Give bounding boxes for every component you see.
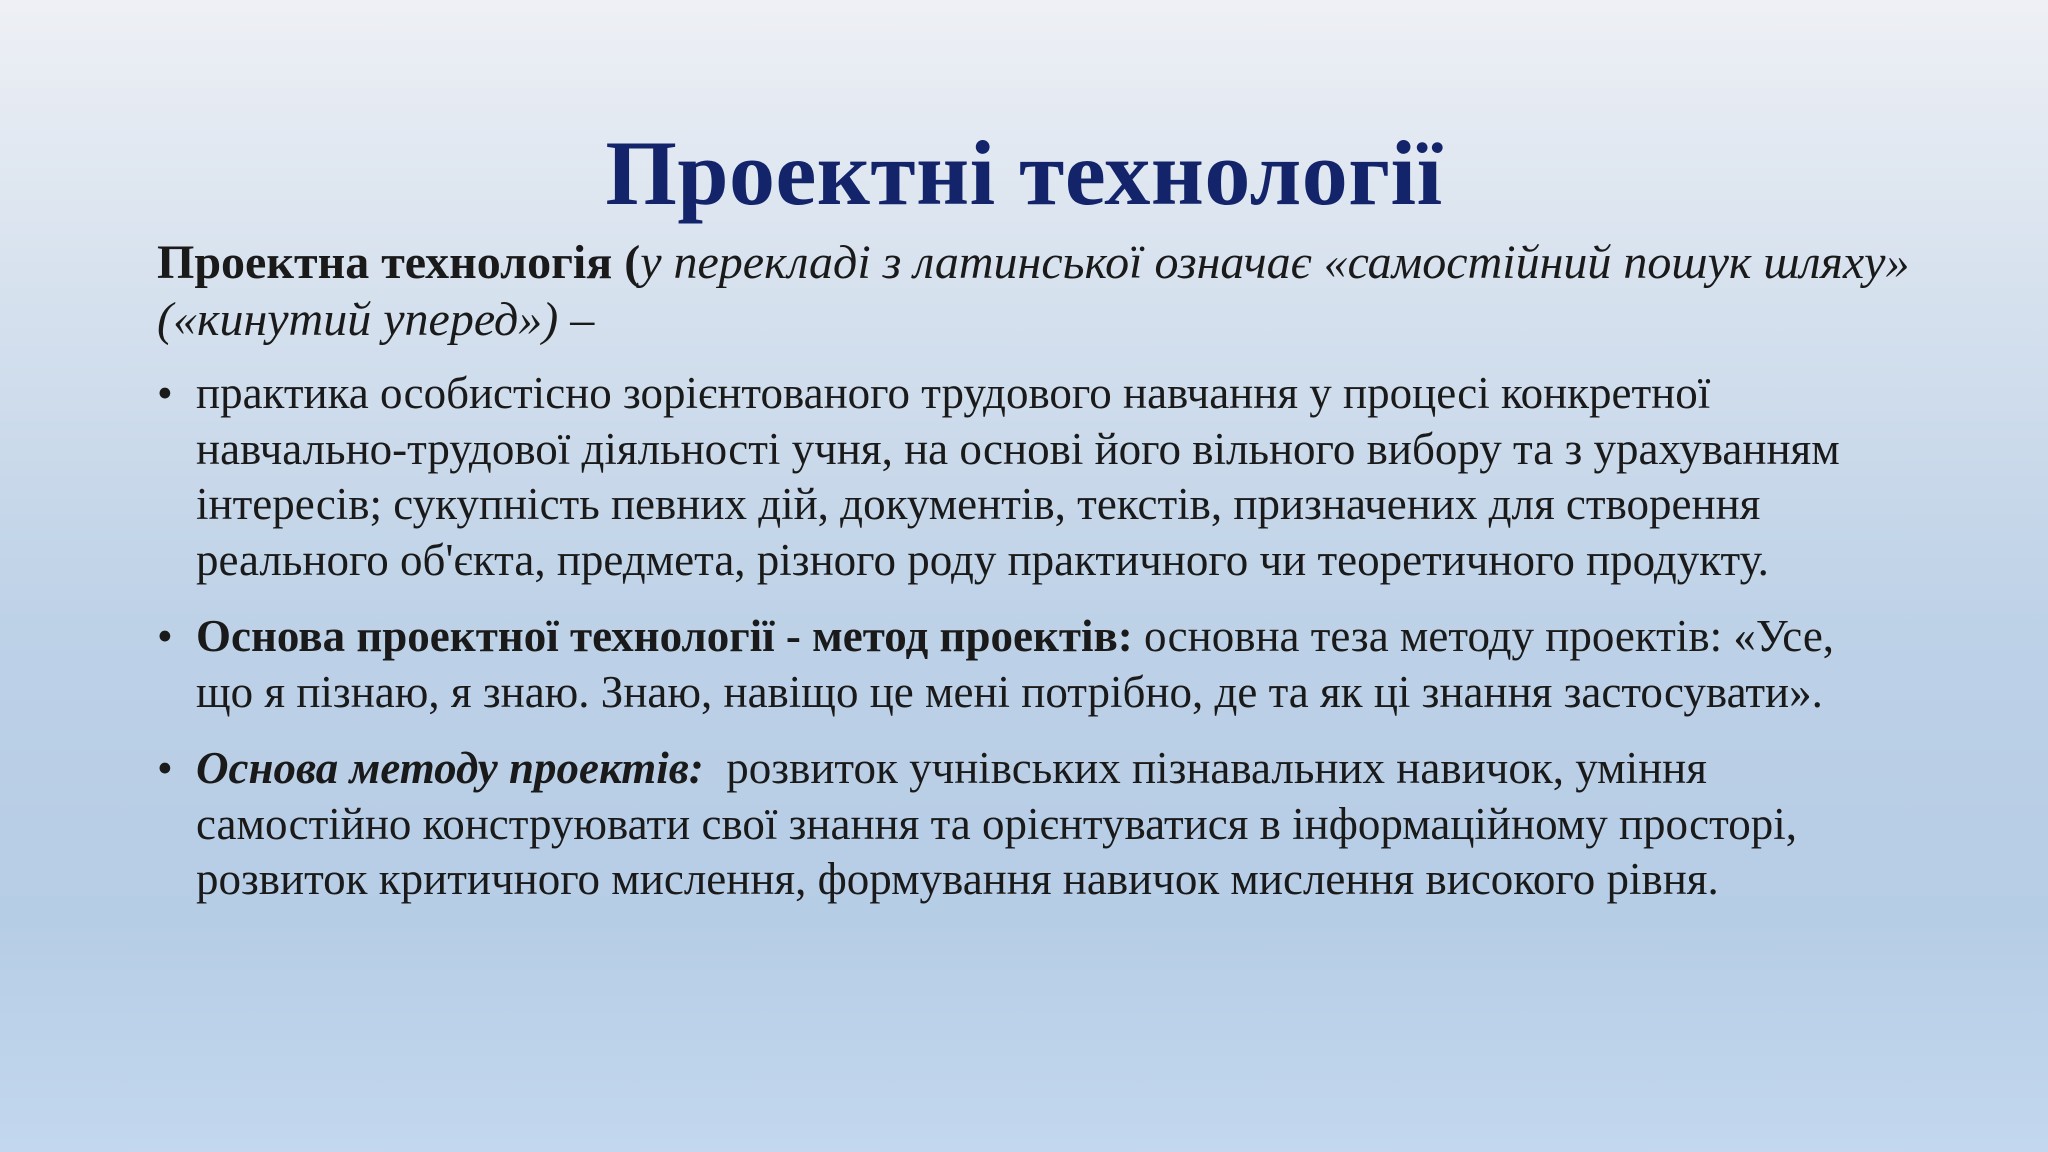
bullet-list — [157, 366, 1897, 929]
bullet-item-basis-method — [157, 741, 1897, 908]
bullet-text: розвиток учнівських пізнавальних навичок, уміння самостійно конструювати свої знання та орієнтуватися в інформаційному просторі, розвиток критичного мислення, формування навичок мислення високого рівня. — [196, 743, 1809, 904]
bullet-text: практика особистісно зорієнтованого трудового навчання у процесі конкретної навчально-трудової діяльності учня, на основі його вільного вибору та з урахуванням інтересів; сукупність певних дій, документів, текстів, призначених для створення реального об'єкта, предмета, різного роду практичного чи теоретичного продукту. — [196, 368, 1840, 585]
intro-explanation: у перекладі з латинської означає «самостійний пошук шляху» («кинутий уперед») — [157, 236, 1910, 346]
bullet-marker: • — [157, 368, 173, 418]
bullet-marker: • — [157, 743, 173, 793]
intro-open-paren: ( — [612, 236, 641, 289]
intro-definition — [157, 234, 1917, 348]
bullet-text: основна теза методу проектів: «Усе, що я пізнаю, я знаю. Знаю, навіщо це мені потрібно, де та як ці знання застосувати». — [196, 611, 1835, 717]
bullet-lead: Основа методу проектів: — [196, 743, 704, 793]
slide-title: Проектні технології — [605, 122, 1443, 224]
intro-dash: – — [558, 293, 595, 346]
bullet-item-basis-technology — [157, 609, 1897, 720]
bullet-item-practice — [157, 366, 1897, 588]
intro-term: Проектна технологія — [157, 236, 613, 289]
bullet-lead: Основа проектної технології - метод проектів: — [196, 611, 1133, 661]
bullet-marker: • — [157, 611, 173, 661]
